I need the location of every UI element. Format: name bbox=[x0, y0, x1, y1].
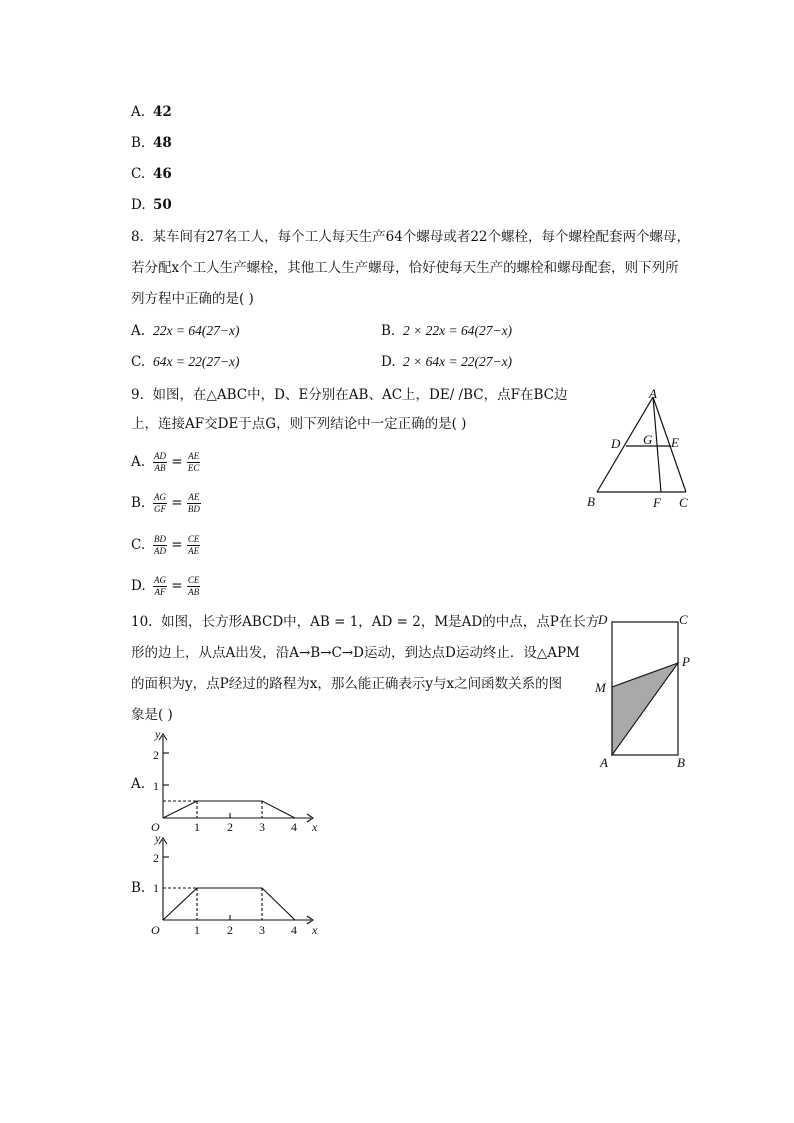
q9-option-a: A. $\frac{AD}{AB}$ = $\frac{AE}{EC}$ bbox=[131, 451, 200, 473]
q7-option-d: D. 50 bbox=[131, 197, 172, 213]
label-b: B bbox=[587, 494, 595, 509]
q8-option-b: B. 2 × 22x = 64(27−x) bbox=[381, 323, 513, 339]
q10-stem-line-2: 形的边上，从点A出发，沿A→B→C→D运动，到达点D运动终止．设△APM bbox=[131, 645, 580, 661]
x-tick-2: 2 bbox=[227, 923, 233, 937]
y-axis-label: y bbox=[155, 728, 161, 741]
origin-label: O bbox=[151, 820, 160, 834]
q10-stem-line-3: 的面积为y，点P经过的路程为x，那么能正确表示y与x之间函数关系的图 bbox=[131, 676, 563, 692]
q9-option-d: D. $\frac{AG}{AF}$ = $\frac{CE}{AB}$ bbox=[131, 575, 200, 597]
q9-stem-line-2: 上，连接AF交DE于点G，则下列结论中一定正确的是( ) bbox=[131, 416, 467, 432]
y-tick-1: 1 bbox=[153, 779, 159, 793]
q8-stem-line-2: 若分配x个工人生产螺栓，其他工人生产螺母，恰好使每天生产的螺栓和螺母配套，则下列所 bbox=[131, 260, 679, 276]
x-tick-4: 4 bbox=[291, 820, 297, 834]
label-d: D bbox=[598, 612, 608, 627]
function-curve bbox=[163, 888, 295, 920]
x-tick-3: 3 bbox=[259, 923, 265, 937]
q8-stem-line-3: 列方程中正确的是( ) bbox=[131, 291, 254, 307]
x-axis-label: x bbox=[312, 820, 318, 834]
q7-option-a: A. 42 bbox=[131, 104, 172, 120]
x-tick-1: 1 bbox=[194, 923, 200, 937]
x-tick-4: 4 bbox=[291, 923, 297, 937]
label-d: D bbox=[611, 436, 621, 451]
q10-option-b-graph bbox=[145, 832, 330, 940]
x-tick-2: 2 bbox=[227, 820, 233, 834]
y-tick-2: 2 bbox=[153, 851, 159, 865]
q8-option-c: C. 64x = 22(27−x) bbox=[131, 354, 240, 370]
label-a: A bbox=[649, 386, 657, 401]
label-e: E bbox=[671, 435, 679, 450]
label-c: C bbox=[679, 495, 688, 510]
q9-option-c: C. $\frac{BD}{AD}$ = $\frac{CE}{AE}$ bbox=[131, 534, 200, 556]
q8-option-d: D. 2 × 64x = 22(27−x) bbox=[381, 354, 513, 370]
q7-option-c: C. 46 bbox=[131, 166, 172, 182]
label-f: F bbox=[653, 495, 661, 510]
side-ac bbox=[653, 397, 686, 492]
q8-number: 8. bbox=[131, 229, 144, 245]
q9-option-b: B. $\frac{AG}{GF}$ = $\frac{AE}{BD}$ bbox=[131, 492, 200, 514]
q10-stem-line-1: 10. 如图，长方形ABCD中，AB = 1，AD = 2，M是AD的中点，点P在长方 bbox=[131, 614, 600, 630]
label-a: A bbox=[600, 755, 608, 770]
function-curve bbox=[163, 801, 295, 818]
q10-number: 10. bbox=[131, 614, 153, 630]
q7-option-b: B. 48 bbox=[131, 135, 172, 151]
x-tick-3: 3 bbox=[259, 820, 265, 834]
q10-option-a-graph bbox=[145, 728, 330, 836]
triangle-apm bbox=[612, 663, 678, 755]
q8-option-a: A. 22x = 64(27−x) bbox=[131, 323, 240, 339]
label-b: B bbox=[677, 755, 685, 770]
q9-stem-line-1: 9. 如图，在△ABC中，D、E分别在AB、AC上，DE/ /BC，点F在BC边 bbox=[131, 387, 568, 403]
x-tick-1: 1 bbox=[194, 820, 200, 834]
q9-triangle-figure bbox=[585, 385, 700, 510]
q8-stem-line-1: 8. 某车间有27名工人，每个工人每天生产64个螺母或者22个螺栓，每个螺栓配套两个螺母， bbox=[131, 229, 691, 245]
q10-option-b-label: B. bbox=[131, 880, 146, 896]
origin-label: O bbox=[151, 923, 160, 937]
q9-number: 9. bbox=[131, 387, 144, 403]
label-p: P bbox=[682, 654, 690, 669]
label-c: C bbox=[679, 612, 688, 627]
label-g: G bbox=[643, 432, 653, 447]
q10-rectangle-figure bbox=[592, 610, 702, 775]
label-m: M bbox=[595, 680, 606, 695]
y-tick-1: 1 bbox=[153, 881, 159, 895]
x-axis-label: x bbox=[312, 923, 318, 937]
q10-option-a-label: A. bbox=[131, 776, 146, 792]
segment-af bbox=[653, 397, 661, 492]
y-axis-label: y bbox=[155, 832, 161, 845]
y-tick-2: 2 bbox=[153, 748, 159, 762]
q10-stem-line-4: 象是( ) bbox=[131, 707, 173, 723]
